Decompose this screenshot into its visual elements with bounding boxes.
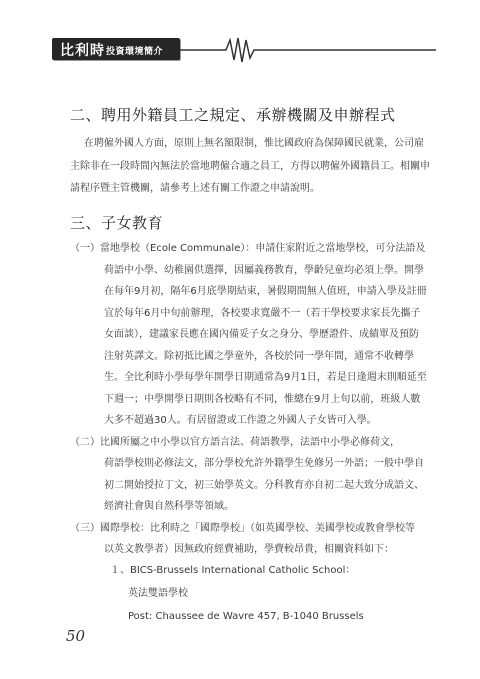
header-badge [52, 38, 180, 60]
school1-type: 英法雙語學校 [128, 588, 188, 599]
section2-line-1: 在聘僱外國人方面，原則上無名額限制，惟比國政府為保障國民就業，公司雇 [84, 138, 424, 149]
section2-heading: 二、聘用外籍員工之規定、承辦機關及申辦程式 [70, 106, 396, 124]
item1-line-1: （一）當地學校（Ecole Communale）：申請住家附近之當地學校，可分法語及 [70, 243, 426, 254]
item1-line-9: 大多不超過30人。有居留證或工作證之外國人子女皆可入學。 [104, 415, 377, 426]
item2-line-4: 經濟社會與自然科學等領域。 [104, 501, 234, 512]
heartbeat-line-icon [180, 32, 436, 68]
item2-line-1: （二）比國所屬之中小學以官方語言法、荷語教學，法語中小學必修荷文， [70, 437, 400, 448]
item3-line-2: 以英文教學者）因無政府經費補助，學費較昂貴，相關資料如下： [104, 544, 394, 555]
school1-name: １、BICS-Brussels International Catholic School： [110, 565, 356, 576]
header-title-small: 投資環境簡介 [106, 47, 164, 57]
page-number: 50 [66, 627, 86, 645]
item2-line-3: 初二開始授拉丁文，初三始學英文。分科教育亦自初二起大致分成語文、 [104, 480, 424, 491]
header-title-big: 比利時 [60, 43, 105, 59]
item1-line-3: 在每年9月初，隔年6月底學期結束，暑假期間無人值班，申請入學及註冊 [104, 286, 427, 297]
section2-line-2: 主除非在一段時間內無法於當地聘僱合適之員工，方得以聘僱外國籍員工。相關申 [70, 161, 430, 172]
school1-post: Post: Chaussee de Wavre 457, B-1040 Brussels [128, 611, 364, 622]
item3-line-1: （三）國際學校：比利時之「國際學校」（如英國學校、美國學校或教會學校等 [70, 523, 415, 534]
item1-line-8: 下週一；中學開學日期則各校略有不同，惟總在9月上旬以前，班級人數 [104, 394, 421, 405]
item1-line-4: 宜於每年6月中旬前辦理，各校要求寬嚴不一（若干學校要求家長先攜子 [104, 308, 421, 319]
section3-heading: 三、子女教育 [70, 214, 164, 232]
item2-line-2: 荷語學校則必修法文，部分學校允許外籍學生免修另一外語；一般中學自 [104, 458, 424, 469]
item1-line-6: 注射英譯文。除初抵比國之學童外，各校於同一學年間，通常不收轉學 [104, 351, 414, 362]
item1-line-2: 荷語中小學、幼稚園供選擇，因屬義務教育，學齡兒童均必須上學。開學 [104, 265, 424, 276]
item1-line-5: 女面談），建議家長應在國內備妥子女之身分、學歷證件、成績單及預防 [104, 329, 419, 340]
item1-line-7: 生。全比利時小學每學年開學日期通常為9月1日，若是日逢週末則順延至 [104, 372, 427, 383]
section2-line-3: 請程序暨主管機關，請參考上述有關工作證之申請說明。 [70, 183, 320, 194]
